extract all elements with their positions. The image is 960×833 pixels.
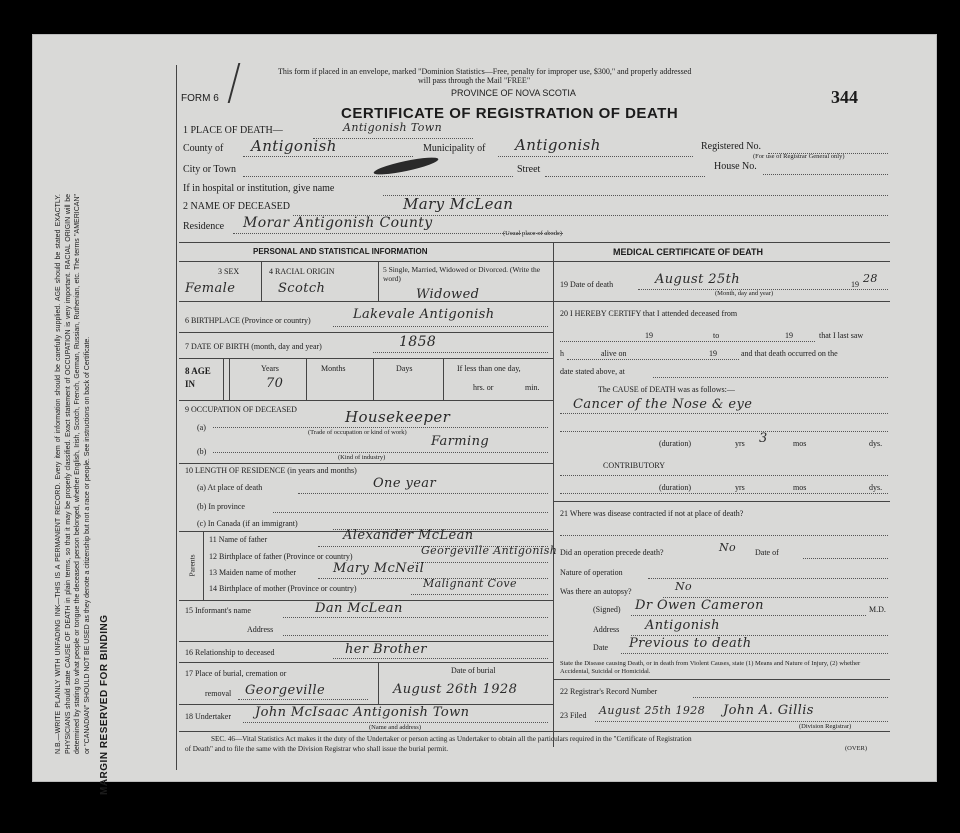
marital-status-label: 5 Single, Married, Widowed or Divorced. (Write the word) — [383, 265, 541, 283]
check-mark — [228, 63, 269, 103]
father-birthplace-label: 12 Birthplace of father (Province or country) — [209, 552, 353, 561]
occupation-b-value: Farming — [431, 434, 490, 449]
place-of-death-value: Antigonish Town — [343, 121, 443, 134]
physician-date-label: Date — [593, 643, 609, 652]
city-label: City or Town — [183, 164, 237, 175]
residence-c-label: (c) In Canada (if an immigrant) — [197, 519, 298, 528]
min-label: min. — [525, 383, 540, 392]
burial-place: Georgeville — [245, 683, 326, 698]
duration-label: (duration) — [659, 439, 691, 448]
father-birthplace: Georgeville Antigonish — [421, 544, 558, 557]
burial-date-label: Date of burial — [451, 666, 496, 675]
undertaker-label: 18 Undertaker — [185, 712, 231, 721]
occupation-a-note: (Trade of occupation or kind of work) — [308, 429, 407, 436]
contracted-label: 21 Where was disease contracted if not at place of death? — [560, 509, 744, 518]
operation-date-label: Date of — [755, 548, 779, 557]
mother-birthplace-label: 14 Birthplace of mother (Province or country) — [209, 584, 357, 593]
alive-prefix: h — [560, 349, 564, 358]
medical-heading: MEDICAL CERTIFICATE OF DEATH — [613, 247, 763, 257]
division-registrar-note: (Division Registrar) — [799, 723, 852, 730]
residence-value: Morar Antigonish County — [243, 215, 433, 231]
informant-name: Dan McLean — [315, 601, 403, 616]
racial-origin-value: Scotch — [278, 281, 326, 296]
residence-a-value: One year — [373, 476, 437, 491]
burial-place-label: 17 Place of burial, cremation or — [185, 669, 287, 678]
undertaker-note: (Name and address) — [369, 724, 421, 731]
relationship-value: her Brother — [345, 642, 427, 657]
occupation-b-label: (b) — [197, 447, 207, 456]
residence-label: Residence — [183, 221, 225, 232]
years-label: Years — [261, 364, 279, 373]
violent-causes-note: State the Disease causing Death, or in death from Violent Causes, state (1) Means and Nature of Injury, (2) whether Accidental, Suicidal or Homicidal. — [560, 660, 861, 675]
nature-of-operation-label: Nature of operation — [560, 568, 623, 577]
hospital-label: If in hospital or institution, give name — [183, 183, 335, 194]
birthplace-value: Lakevale Antigonish — [353, 307, 495, 322]
undertaker-value: John McIsaac Antigonish Town — [255, 705, 470, 720]
margin-instructions: N.B.—WRITE PLAINLY WITH UNFADING INK—THIS IS A PERMANENT RECORD. Every item of information should be carefully supplied. AGE should be stated EXACTLY. PHYSICIANS should state CAUSE OF DEATH in plain terms, so that it may be properly classified. Exact statement of OCCUPATION is very important. RACIAL ORIGIN will be determined by stating to what people or tongue the deceased person belonged, whether English, Irish, Scotch, French, German, Russian, Ruthenian, etc. The terms "AMERICAN" or "CANADIAN" SHOULD NOT BE USED as they denote a citizenship but not a race or people. See instructions on back of Certificate. — [55, 194, 91, 754]
signed-value: Dr Owen Cameron — [635, 598, 764, 613]
burial-date: August 26th 1928 — [393, 682, 518, 697]
county-label: County of — [183, 143, 224, 154]
marital-status-value: Widowed — [416, 287, 480, 302]
name-of-deceased: Mary McLean — [403, 195, 514, 213]
residence-b-label: (b) In province — [197, 502, 245, 511]
autopsy-label: Was there an autopsy? — [560, 587, 632, 596]
date-note: (Month, day and year) — [715, 290, 774, 297]
alive-rest: and that death occurred on the — [741, 349, 838, 358]
date-year-prefix: 19 — [851, 280, 859, 289]
mos-label-2: mos — [793, 483, 807, 492]
relationship-label: 16 Relationship to deceased — [185, 648, 275, 657]
occupation-a-value: Housekeeper — [345, 408, 451, 426]
county-value: Antigonish — [251, 137, 337, 155]
certify-to: to — [713, 331, 720, 340]
certify-year-a: 19 — [645, 331, 653, 340]
over-label: (OVER) — [845, 745, 868, 752]
removal-label: removal — [205, 689, 232, 698]
sex-label: 3 SEX — [218, 267, 240, 276]
alive-on-label: alive on — [601, 349, 627, 358]
municipality-value: Antigonish — [515, 136, 601, 154]
registered-number-label: Registered No. — [701, 141, 761, 152]
street-label: Street — [517, 164, 541, 175]
birthplace-label: 6 BIRTHPLACE (Province or country) — [185, 316, 311, 325]
mother-name: Mary McNeil — [333, 561, 425, 576]
dys-label-2: dys. — [869, 483, 883, 492]
racial-origin-label: 4 RACIAL ORIGIN — [269, 267, 335, 276]
municipality-label: Municipality of — [423, 143, 486, 154]
hrs-label: hrs. or — [473, 383, 494, 392]
ink-mark — [373, 154, 440, 178]
sec46-note: SEC. 46—Vital Statistics Act makes it the duty of the Undertaker or person acting as Undertaker to obtain all the particulars required in the "Certificate of Registration — [211, 735, 692, 743]
operation-label: Did an operation precede death? — [560, 548, 664, 557]
place-of-death-label: 1 PLACE OF DEATH— — [183, 125, 283, 136]
personal-heading: PERSONAL AND STATISTICAL INFORMATION — [253, 247, 428, 256]
filed-label: 23 Filed — [560, 711, 587, 720]
cause-label: The CAUSE of DEATH was as follows:— — [598, 385, 735, 394]
death-certificate — [32, 34, 937, 795]
filed-date: August 25th 1928 — [599, 704, 706, 717]
envelope-note: This form if placed in an envelope, marked "Dominion Statistics—Free, penalty for improper use, $300," and properly addressed — [278, 67, 692, 76]
contributory-label: CONTRIBUTORY — [603, 461, 666, 470]
alive-year: 19 — [709, 349, 717, 358]
father-label: 11 Name of father — [209, 535, 268, 544]
certify-last-saw: that I last saw — [819, 331, 864, 340]
date-of-death-value: August 25th — [655, 272, 741, 287]
signed-label: (Signed) — [593, 605, 621, 614]
yrs-label: yrs — [735, 439, 745, 448]
md-label: M.D. — [869, 605, 886, 614]
house-number-label: House No. — [714, 161, 757, 172]
operation-value: No — [719, 541, 737, 554]
certify-label: 20 I HEREBY CERTIFY that I attended deceased from — [560, 309, 738, 318]
age-label: 8 AGE IN — [185, 366, 211, 389]
length-of-residence-label: 10 LENGTH OF RESIDENCE (in years and months) — [185, 466, 357, 475]
dys-label: dys. — [869, 439, 883, 448]
date-of-birth-value: 1858 — [399, 334, 437, 350]
certificate-title: CERTIFICATE OF REGISTRATION OF DEATH — [341, 105, 679, 122]
physician-address-label: Address — [593, 625, 620, 634]
yrs-label-2: yrs — [735, 483, 745, 492]
form-number: FORM 6 — [181, 93, 219, 104]
father-name: Alexander McLean — [343, 528, 474, 543]
sec46-note-2: of Death" and to file the same with the Division Registrar who shall issue the burial permit. — [185, 745, 449, 753]
residence-a-label: (a) At place of death — [197, 483, 263, 492]
division-registrar-name: John A. Gillis — [723, 703, 814, 718]
occupation-a-label: (a) — [197, 423, 206, 432]
certificate-number: 344 — [831, 87, 858, 107]
parents-label: Parents — [187, 554, 197, 577]
date-of-birth-label: 7 DATE OF BIRTH (month, day and year) — [185, 342, 322, 351]
mother-birthplace: Malignant Cove — [423, 577, 517, 590]
certify-year-b: 19 — [785, 331, 793, 340]
physician-address: Antigonish — [645, 618, 720, 633]
mos-label: mos — [793, 439, 807, 448]
less-than-day-label: If less than one day, — [457, 364, 521, 373]
occupation-b-note: (Kind of industry) — [338, 454, 386, 461]
duration-months: 3 — [759, 431, 768, 446]
sex-value: Female — [185, 281, 236, 296]
margin-title: MARGIN RESERVED FOR BINDING — [99, 614, 110, 795]
date-stated-label: date stated above, at — [560, 367, 625, 376]
registrar-record-label: 22 Registrar's Record Number — [560, 687, 658, 696]
autopsy-value: No — [675, 580, 693, 593]
registrar-note: (For use of Registrar General only) — [753, 153, 845, 160]
duration-label-2: (duration) — [659, 483, 691, 492]
days-label: Days — [396, 364, 413, 373]
occupation-label: 9 OCCUPATION OF DECEASED — [185, 405, 297, 414]
physician-date: Previous to death — [629, 636, 752, 651]
informant-label: 15 Informant's name — [185, 606, 251, 615]
informant-address-label: Address — [247, 625, 274, 634]
months-label: Months — [321, 364, 346, 373]
date-year-value: 28 — [863, 272, 878, 285]
date-of-death-label: 19 Date of death — [560, 280, 614, 289]
cause-of-death: Cancer of the Nose & eye — [573, 397, 753, 412]
province: PROVINCE OF NOVA SCOTIA — [451, 88, 576, 98]
mother-label: 13 Maiden name of mother — [209, 568, 297, 577]
envelope-note-2: will pass through the Mail "FREE" — [418, 76, 531, 85]
name-label: 2 NAME OF DECEASED — [183, 201, 290, 212]
years-value: 70 — [266, 376, 284, 391]
residence-note: (Usual place of abode) — [503, 230, 563, 237]
